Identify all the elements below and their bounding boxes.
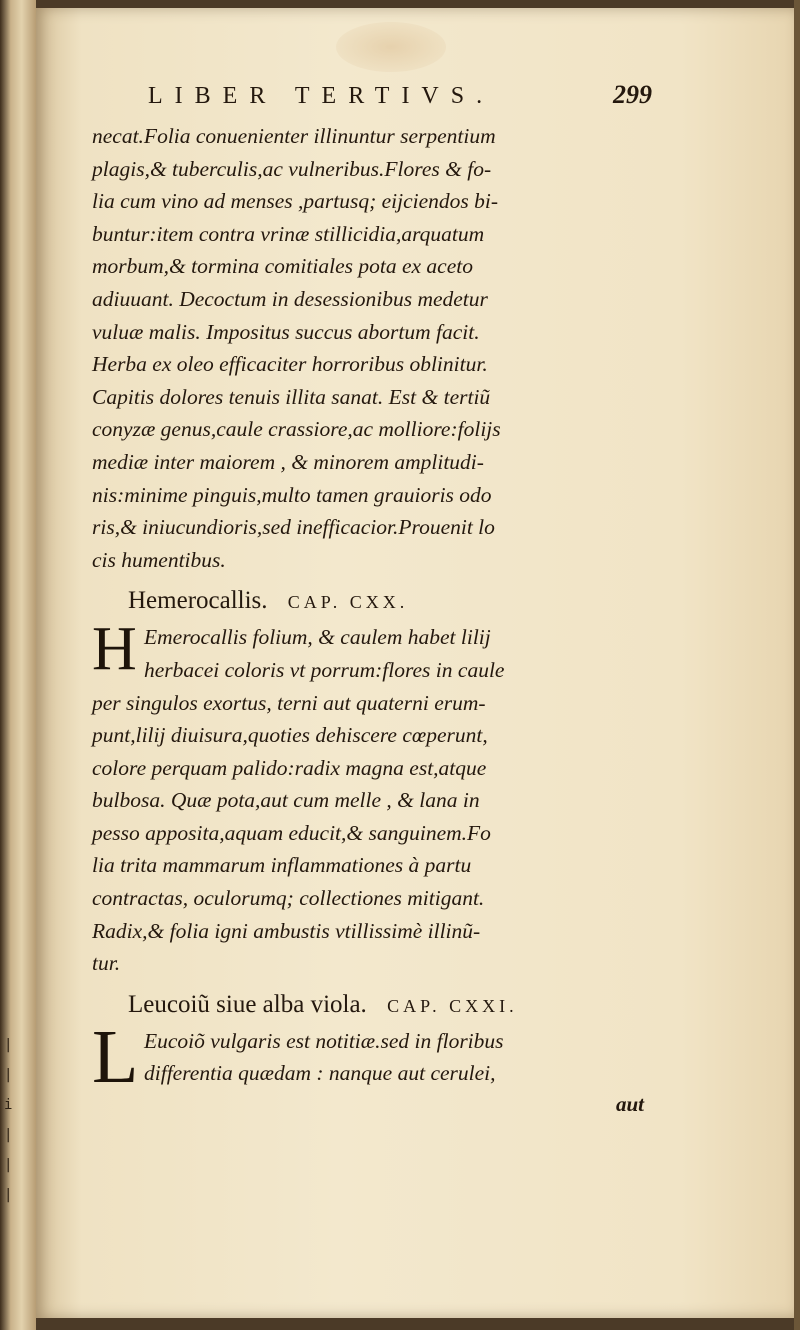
text-line: lia cum vino ad menses ,partusq; eijciendos bi- [92,189,499,214]
chapter-body-hemerocallis [92,615,652,980]
text-line: mediæ inter maiorem , & minorem amplitudi- [92,449,484,474]
text-line: cis humentibus. [92,547,226,572]
gutter-marks: | | i | | | [4,1037,13,1203]
text-line: colore perquam palido:radix magna est,atque [92,755,487,780]
text-line: differentia quædam : nanque aut cerulei, [144,1061,496,1086]
running-head-title: LIBER TERTIVS. [148,83,495,109]
page-edge-right [794,0,800,1330]
text-line: Radix,& folia igni ambustis vtillissimè illinũ- [92,918,481,943]
text-line: Herba ex oleo efficaciter horroribus oblinitur. [92,352,488,377]
text-line: contractas, oculorumq; collectiones mitigant. [92,886,485,911]
chapter-title: Leucoiũ siue alba viola. [128,990,367,1018]
text-line: punt,lilij diuisura,quoties dehiscere cœperunt, [92,723,488,748]
text-line: per singulos exortus, terni aut quaterni erum- [92,690,486,715]
text-line: necat.Folia conuenienter illinuntur serpentium [92,124,496,148]
chapter-number: CAP. CXXI. [387,995,518,1016]
text-line: Emerocallis folium, & caulem habet lilij [144,625,491,650]
text-line: nis:minime pinguis,multo tamen grauioris odo [92,482,492,507]
text-line: buntur:item contra vrinæ stillicidia,arquatum [92,221,485,246]
drop-cap-initial: L [92,1014,139,1099]
chapter-body-leucoium [92,1014,652,1099]
chapter-number: CAP. CXX. [287,592,409,613]
text-line: pesso apposita,aquam educit,& sanguinem.Fo [92,820,491,845]
text-line: adiuuant. Decoctum in desessionibus medetur [92,286,488,311]
chapter-text [92,615,652,980]
paper-stain [336,22,446,72]
chapter-heading-hemerocallis [128,582,652,621]
text-line: conyzæ genus,caule crassiore,ac molliore:folijs [92,417,501,442]
text-line: Capitis dolores tenuis illita sanat. Est & tertiũ [92,384,491,409]
catchword: aut [615,1092,644,1117]
text-line: vuluæ malis. Impositus succus abortum facit. [92,319,480,344]
chapter-text [92,1025,652,1090]
text-line: tur. [92,951,121,976]
chapter-heading-leucoium [128,986,652,1025]
chapter-title: Hemerocallis. [128,587,268,615]
text-line: bulbosa. Quæ pota,aut cum melle , & lana in [92,788,480,813]
text-line: lia trita mammarum inflammationes à partu [92,853,472,878]
text-line: morbum,& tormina comitiales pota ex aceto [92,254,473,279]
page-text [92,80,652,1118]
page-number: 299 [613,80,652,109]
paragraph-continuation [92,120,652,576]
text-line: ris,& iniucundioris,sed inefficacior.Prouenit lo [92,515,495,540]
drop-cap-initial: H [92,615,137,684]
text-line: Eucoiõ vulgaris est notitiæ.sed in floribus [144,1028,504,1053]
running-head [92,80,652,120]
text-line: herbacei coloris vt porrum:flores in caule [144,657,505,682]
text-line: plagis,& tuberculis,ac vulneribus.Flores & fo- [92,156,492,181]
